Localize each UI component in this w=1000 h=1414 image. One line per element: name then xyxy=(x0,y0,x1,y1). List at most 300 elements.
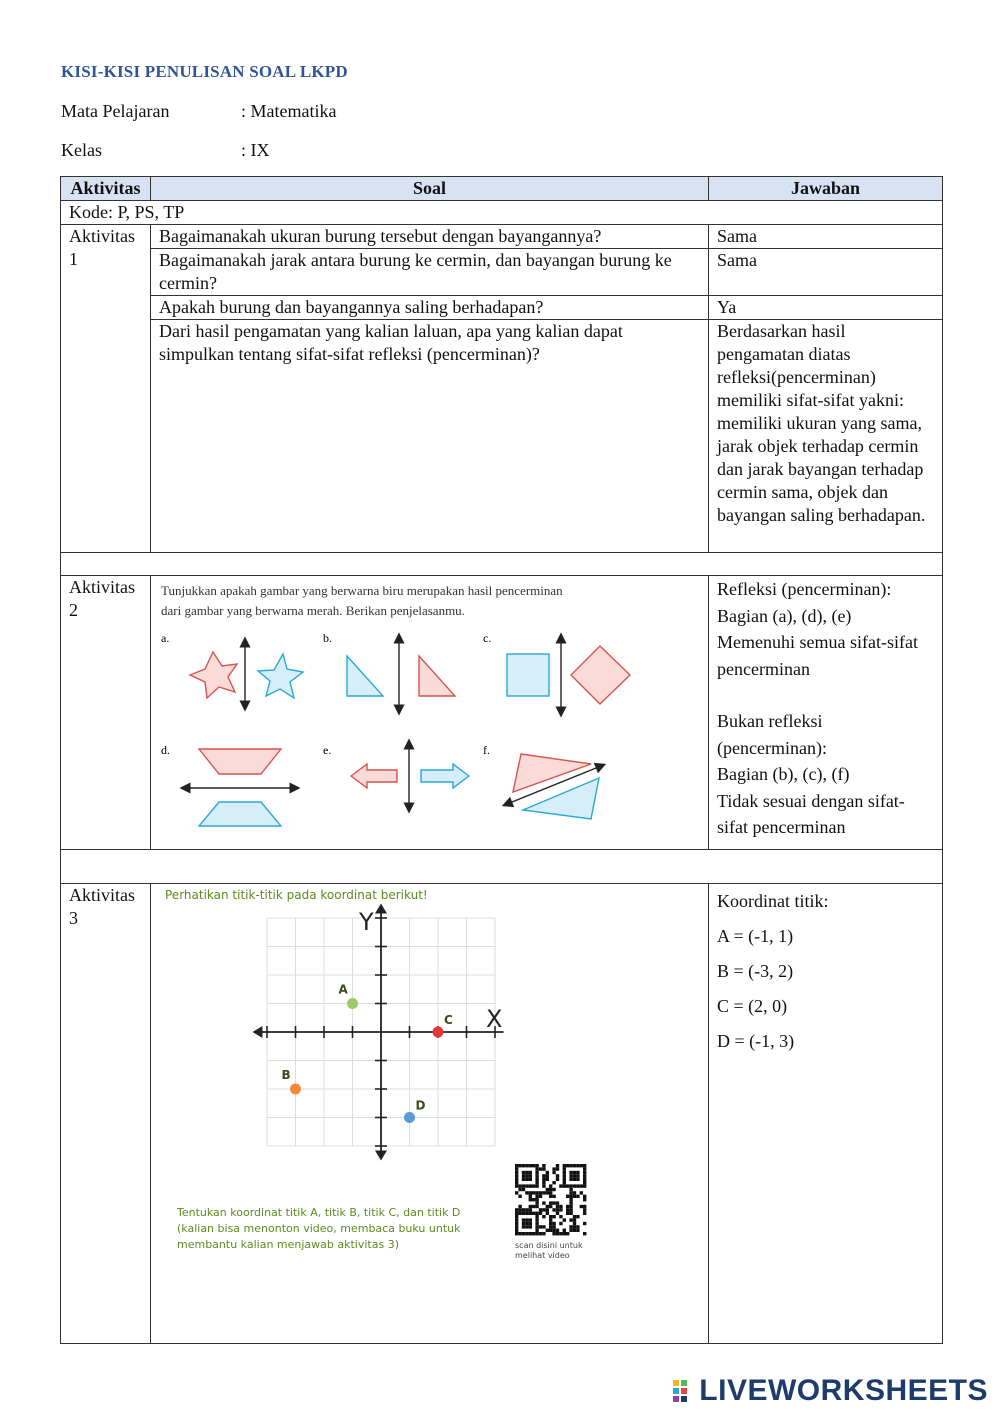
qr-module xyxy=(522,1208,525,1211)
qr-module xyxy=(515,1178,518,1181)
qr-module xyxy=(566,1205,569,1208)
qr-module xyxy=(576,1229,579,1232)
qr-module xyxy=(532,1232,535,1235)
qr-module xyxy=(583,1205,586,1208)
qr-module xyxy=(525,1222,528,1225)
point-label-d: D xyxy=(415,1098,426,1113)
qr-module xyxy=(518,1208,521,1211)
qr-module xyxy=(569,1174,572,1177)
a3-answer-line: A = (-1, 1) xyxy=(717,926,794,946)
qr-module xyxy=(529,1178,532,1181)
qr-module xyxy=(573,1222,576,1225)
qr-module xyxy=(563,1167,566,1170)
qr-module xyxy=(559,1232,562,1235)
qr-module xyxy=(525,1212,528,1215)
a2-answer-line: Tidak sesuai dengan sifat-sifat pencerminan xyxy=(717,790,905,837)
qr-module xyxy=(525,1208,528,1211)
qr-module xyxy=(580,1205,583,1208)
qr-module xyxy=(546,1212,549,1215)
a2-answer-line: Refleksi (pencerminan): xyxy=(717,579,892,599)
qr-module xyxy=(529,1174,532,1177)
qr-module xyxy=(535,1212,538,1215)
header-jawaban: Jawaban xyxy=(709,177,943,201)
qr-module xyxy=(556,1208,559,1211)
x-arrow-left xyxy=(252,1026,262,1038)
qr-module xyxy=(569,1208,572,1211)
qr-module xyxy=(569,1164,572,1167)
qr-module xyxy=(549,1215,552,1218)
qr-module xyxy=(525,1171,528,1174)
qr-module xyxy=(535,1225,538,1228)
qr-module xyxy=(552,1201,555,1204)
qr-module xyxy=(552,1195,555,1198)
qr-module xyxy=(573,1195,576,1198)
qr-caption-2: melihat video xyxy=(515,1251,570,1260)
qr-module xyxy=(515,1215,518,1218)
qr-module xyxy=(559,1208,562,1211)
a2-instruction-1: Tunjukkan apakah gambar yang berwarna biru merupakan hasil pencerminan xyxy=(161,583,563,598)
qr-module xyxy=(529,1212,532,1215)
qr-module xyxy=(529,1184,532,1187)
point-label-a: A xyxy=(338,982,348,997)
qr-module xyxy=(515,1191,518,1194)
class-value: : IX xyxy=(241,140,270,160)
qr-module xyxy=(518,1164,521,1167)
qr-module xyxy=(552,1232,555,1235)
qr-module xyxy=(569,1229,572,1232)
qr-module xyxy=(583,1167,586,1170)
qr-module xyxy=(566,1208,569,1211)
subject-label: Mata Pelajaran xyxy=(61,101,170,121)
qr-module xyxy=(542,1225,545,1228)
kode-row: Kode: P, PS, TP xyxy=(61,201,943,225)
a1-question-2: Bagaimanakah jarak antara burung ke cermin, dan bayangan burung ke cermin? xyxy=(151,249,709,296)
qr-module xyxy=(563,1178,566,1181)
a2-answer-line: Memenuhi semua sifat-sifat pencerminan xyxy=(717,632,918,679)
qr-module xyxy=(529,1191,532,1194)
qr-module xyxy=(552,1225,555,1228)
qr-module xyxy=(529,1198,532,1201)
qr-module xyxy=(518,1184,521,1187)
qr-module xyxy=(535,1232,538,1235)
qr-module xyxy=(559,1215,562,1218)
a3-answer-line: B = (-3, 2) xyxy=(717,961,794,981)
figure-d-red-trapezoid xyxy=(199,749,281,774)
a1-answer-3: Ya xyxy=(709,296,943,320)
header-aktivitas: Aktivitas xyxy=(61,177,151,201)
qr-module xyxy=(522,1212,525,1215)
qr-module xyxy=(535,1164,538,1167)
qr-module xyxy=(556,1232,559,1235)
qr-module xyxy=(569,1198,572,1201)
qr-module xyxy=(583,1178,586,1181)
label-b: b. xyxy=(323,631,332,645)
qr-module xyxy=(518,1195,521,1198)
qr-module xyxy=(542,1191,545,1194)
qr-module xyxy=(542,1181,545,1184)
qr-module xyxy=(542,1215,545,1218)
qr-module xyxy=(535,1229,538,1232)
logo-text: LIVEWORKSHEETS xyxy=(699,1374,988,1407)
qr-module xyxy=(532,1191,535,1194)
point-c xyxy=(433,1027,444,1038)
qr-module xyxy=(549,1188,552,1191)
qr-module xyxy=(576,1225,579,1228)
qr-module xyxy=(535,1222,538,1225)
qr-module xyxy=(542,1232,545,1235)
qr-module xyxy=(552,1215,555,1218)
qr-module xyxy=(522,1188,525,1191)
figure-a-red-star xyxy=(190,652,237,698)
qr-module xyxy=(522,1171,525,1174)
qr-module xyxy=(569,1201,572,1204)
qr-module xyxy=(522,1222,525,1225)
qr-module xyxy=(569,1184,572,1187)
qr-module xyxy=(532,1205,535,1208)
qr-module xyxy=(542,1164,545,1167)
label-d: d. xyxy=(161,743,170,757)
qr-module xyxy=(563,1218,566,1221)
qr-module xyxy=(522,1218,525,1221)
qr-module xyxy=(535,1181,538,1184)
qr-module xyxy=(522,1225,525,1228)
qr-module xyxy=(546,1191,549,1194)
qr-module xyxy=(549,1205,552,1208)
logo-icon xyxy=(673,1380,695,1402)
qr-module xyxy=(573,1174,576,1177)
qr-module xyxy=(549,1184,552,1187)
qr-module xyxy=(525,1174,528,1177)
figure-b-blue-triangle xyxy=(347,656,383,696)
qr-module xyxy=(539,1232,542,1235)
qr-module xyxy=(566,1232,569,1235)
page-title: KISI-KISI PENULISAN SOAL LKPD xyxy=(61,62,348,81)
qr-module xyxy=(556,1205,559,1208)
axis-x-label: X xyxy=(486,1005,503,1033)
activity1-label: Aktivitas 1 xyxy=(61,225,151,553)
a2-answer-line: Bagian (a), (d), (e) xyxy=(717,605,852,626)
point-label-b: B xyxy=(281,1068,291,1082)
qr-module xyxy=(573,1184,576,1187)
qr-module xyxy=(563,1174,566,1177)
qr-module xyxy=(573,1191,576,1194)
y-arrow-top xyxy=(375,903,387,913)
qr-module xyxy=(556,1212,559,1215)
figure-a-blue-star xyxy=(258,654,303,698)
qr-module xyxy=(529,1205,532,1208)
a1-question-4: Dari hasil pengamatan yang kalian laluan, apa yang kalian dapat simpulkan tentang sifat-sifat refleksi (pencerminan)? xyxy=(151,320,709,553)
qr-module xyxy=(518,1232,521,1235)
qr-module xyxy=(569,1218,572,1221)
coordinate-grid xyxy=(252,903,503,1160)
figure-c-blue-square xyxy=(507,654,549,696)
qr-module xyxy=(569,1205,572,1208)
qr-module xyxy=(546,1208,549,1211)
qr-module xyxy=(583,1181,586,1184)
a2-answer-line xyxy=(717,682,934,708)
qr-module xyxy=(566,1195,569,1198)
qr-module xyxy=(552,1222,555,1225)
qr-module xyxy=(583,1174,586,1177)
qr-module xyxy=(583,1198,586,1201)
qr-module xyxy=(525,1191,528,1194)
qr-module xyxy=(556,1174,559,1177)
qr-module xyxy=(573,1218,576,1221)
qr-module xyxy=(515,1181,518,1184)
a3-answer-line: D = (-1, 3) xyxy=(717,1031,795,1051)
qr-module xyxy=(573,1225,576,1228)
qr-module xyxy=(576,1195,579,1198)
qr-module xyxy=(532,1184,535,1187)
qr-module xyxy=(549,1191,552,1194)
qr-module xyxy=(549,1201,552,1204)
qr-module xyxy=(532,1198,535,1201)
qr-module xyxy=(583,1164,586,1167)
qr-module xyxy=(525,1232,528,1235)
qr-module xyxy=(535,1215,538,1218)
qr-module xyxy=(515,1225,518,1228)
reflection-figures xyxy=(151,576,675,843)
a1-answer-4: Berdasarkan hasil pengamatan diatas refleksi(pencerminan) memiliki sifat-sifat yakni: memiliki ukuran yang sama, jarak objek terhadap cermin dan jarak bayangan terhadap cermin sama, objek dan bayangan saling berhadapan. xyxy=(709,320,943,553)
qr-module xyxy=(546,1174,549,1177)
qr-module xyxy=(535,1171,538,1174)
a2-answer-line: Bukan refleksi (pencerminan): xyxy=(717,711,827,758)
qr-module xyxy=(573,1171,576,1174)
class-label: Kelas xyxy=(61,140,102,160)
subject-value: : Matematika xyxy=(241,101,337,121)
qr-module xyxy=(546,1205,549,1208)
qr-module xyxy=(563,1171,566,1174)
a3-task-3: membantu kalian menjawab aktivitas 3) xyxy=(177,1238,399,1251)
figure-e-red-arrow xyxy=(351,764,397,788)
qr-module xyxy=(569,1171,572,1174)
a2-instruction-2: dari gambar yang berwarna merah. Berikan penjelasanmu. xyxy=(161,603,465,618)
qr-module xyxy=(566,1184,569,1187)
qr-module xyxy=(535,1205,538,1208)
qr-module xyxy=(515,1164,518,1167)
qr-module xyxy=(549,1218,552,1221)
qr-module xyxy=(535,1198,538,1201)
qr-module xyxy=(573,1178,576,1181)
qr-module xyxy=(539,1212,542,1215)
qr-module xyxy=(529,1208,532,1211)
qr-module xyxy=(573,1215,576,1218)
activity2-label: Aktivitas 2 xyxy=(61,576,151,850)
qr-module xyxy=(525,1164,528,1167)
spacer-row xyxy=(61,850,943,884)
qr-module xyxy=(542,1201,545,1204)
header-soal: Soal xyxy=(151,177,709,201)
qr-module xyxy=(522,1178,525,1181)
qr-module xyxy=(529,1218,532,1221)
activity3-label: Aktivitas 3 xyxy=(61,884,151,1344)
qr-module xyxy=(542,1178,545,1181)
qr-module xyxy=(535,1184,538,1187)
qr-module xyxy=(535,1201,538,1204)
qr-module xyxy=(525,1218,528,1221)
qr-module xyxy=(518,1188,521,1191)
qr-module xyxy=(583,1232,586,1235)
qr-module xyxy=(583,1222,586,1225)
qr-module xyxy=(573,1164,576,1167)
qr-module xyxy=(529,1232,532,1235)
qr-module xyxy=(573,1229,576,1232)
qr-module xyxy=(515,1184,518,1187)
qr-module xyxy=(532,1164,535,1167)
qr-module xyxy=(549,1229,552,1232)
a3-task-1: Tentukan koordinat titik A, titik B, titik C, dan titik D xyxy=(177,1206,461,1219)
qr-module xyxy=(525,1225,528,1228)
qr-module xyxy=(515,1208,518,1211)
qr-module xyxy=(576,1178,579,1181)
qr-module xyxy=(515,1171,518,1174)
qr-module xyxy=(556,1229,559,1232)
a3-heading: Perhatikan titik-titik pada koordinat berikut! xyxy=(165,888,428,902)
figure-d-blue-trapezoid xyxy=(199,802,281,826)
y-arrow-bottom xyxy=(375,1151,387,1161)
qr-module xyxy=(539,1195,542,1198)
qr-module xyxy=(569,1191,572,1194)
qr-module xyxy=(539,1167,542,1170)
qr-module xyxy=(535,1195,538,1198)
qr-module xyxy=(525,1184,528,1187)
class-row xyxy=(61,140,270,161)
a1-answer-1: Sama xyxy=(709,225,943,249)
qr-module xyxy=(529,1164,532,1167)
qr-module xyxy=(529,1195,532,1198)
a3-answer-line: C = (2, 0) xyxy=(717,996,788,1016)
label-c: c. xyxy=(483,631,492,645)
qr-module xyxy=(583,1171,586,1174)
qr-module xyxy=(525,1178,528,1181)
qr-module xyxy=(515,1222,518,1225)
subject-row xyxy=(61,101,337,122)
qr-module xyxy=(569,1178,572,1181)
qr-module xyxy=(552,1188,555,1191)
figure-b-red-triangle xyxy=(419,656,455,696)
qr-module xyxy=(566,1164,569,1167)
qr-module xyxy=(549,1225,552,1228)
qr-module xyxy=(546,1178,549,1181)
qr-module xyxy=(539,1225,542,1228)
qr-module xyxy=(583,1184,586,1187)
qr-code[interactable] xyxy=(515,1164,586,1235)
qr-module xyxy=(522,1164,525,1167)
qr-module xyxy=(552,1229,555,1232)
qr-module xyxy=(515,1167,518,1170)
qr-module xyxy=(569,1188,572,1191)
a1-question-1: Bagaimanakah ukuran burung tersebut dengan bayangannya? xyxy=(151,225,709,249)
qr-module xyxy=(542,1184,545,1187)
label-a: a. xyxy=(161,631,170,645)
qr-module xyxy=(518,1205,521,1208)
qr-module xyxy=(515,1174,518,1177)
qr-module xyxy=(576,1215,579,1218)
qr-module xyxy=(535,1178,538,1181)
qr-module xyxy=(552,1208,555,1211)
qr-module xyxy=(535,1167,538,1170)
activity2-figure xyxy=(151,576,709,850)
qr-module xyxy=(529,1225,532,1228)
qr-module xyxy=(569,1195,572,1198)
qr-module xyxy=(563,1164,566,1167)
qr-module xyxy=(515,1218,518,1221)
qr-module xyxy=(556,1201,559,1204)
activity3-figure xyxy=(151,884,709,1344)
qr-module xyxy=(576,1171,579,1174)
qr-module xyxy=(580,1191,583,1194)
qr-module xyxy=(559,1184,562,1187)
liveworksheets-logo[interactable] xyxy=(673,1374,988,1408)
a1-answer-2: Sama xyxy=(709,249,943,296)
qr-module xyxy=(515,1212,518,1215)
qr-module xyxy=(580,1164,583,1167)
qr-module xyxy=(539,1191,542,1194)
lkpd-table xyxy=(60,176,943,1344)
qr-module xyxy=(549,1195,552,1198)
qr-module xyxy=(535,1174,538,1177)
qr-module xyxy=(569,1212,572,1215)
qr-module xyxy=(522,1184,525,1187)
qr-module xyxy=(546,1229,549,1232)
qr-module xyxy=(552,1167,555,1170)
qr-module xyxy=(535,1191,538,1194)
qr-module xyxy=(583,1195,586,1198)
qr-module xyxy=(542,1167,545,1170)
qr-module xyxy=(569,1225,572,1228)
qr-module xyxy=(583,1212,586,1215)
qr-module xyxy=(515,1232,518,1235)
qr-module xyxy=(515,1229,518,1232)
qr-module xyxy=(559,1205,562,1208)
point-label-c: C xyxy=(444,1013,453,1027)
a3-answer-line: Koordinat titik: xyxy=(717,891,829,911)
qr-module xyxy=(563,1181,566,1184)
qr-module xyxy=(532,1212,535,1215)
qr-module xyxy=(563,1184,566,1187)
label-f: f. xyxy=(483,743,490,757)
qr-module xyxy=(529,1171,532,1174)
coordinate-figure xyxy=(151,884,675,1337)
a2-answer xyxy=(709,576,943,850)
point-d xyxy=(404,1112,415,1123)
a2-answer-line: Bagian (b), (c), (f) xyxy=(717,764,850,784)
qr-module xyxy=(580,1184,583,1187)
qr-module xyxy=(576,1174,579,1177)
qr-module xyxy=(522,1232,525,1235)
qr-module xyxy=(566,1212,569,1215)
figure-c-red-diamond xyxy=(571,646,630,704)
a1-question-3: Apakah burung dan bayangannya saling berhadapan? xyxy=(151,296,709,320)
qr-module xyxy=(542,1208,545,1211)
spacer-row xyxy=(61,553,943,576)
qr-module xyxy=(576,1164,579,1167)
qr-module xyxy=(559,1222,562,1225)
qr-module xyxy=(518,1212,521,1215)
qr-module xyxy=(529,1222,532,1225)
qr-module xyxy=(556,1167,559,1170)
qr-module xyxy=(542,1174,545,1177)
a3-task-2: (kalian bisa menonton video, membaca buku untuk xyxy=(177,1222,461,1235)
qr-module xyxy=(576,1184,579,1187)
qr-module xyxy=(549,1222,552,1225)
qr-caption-1: scan disini untuk xyxy=(515,1241,583,1250)
axis-y-label: Y xyxy=(359,908,374,936)
qr-module xyxy=(563,1229,566,1232)
qr-module xyxy=(563,1232,566,1235)
qr-module xyxy=(535,1218,538,1221)
qr-module xyxy=(583,1208,586,1211)
